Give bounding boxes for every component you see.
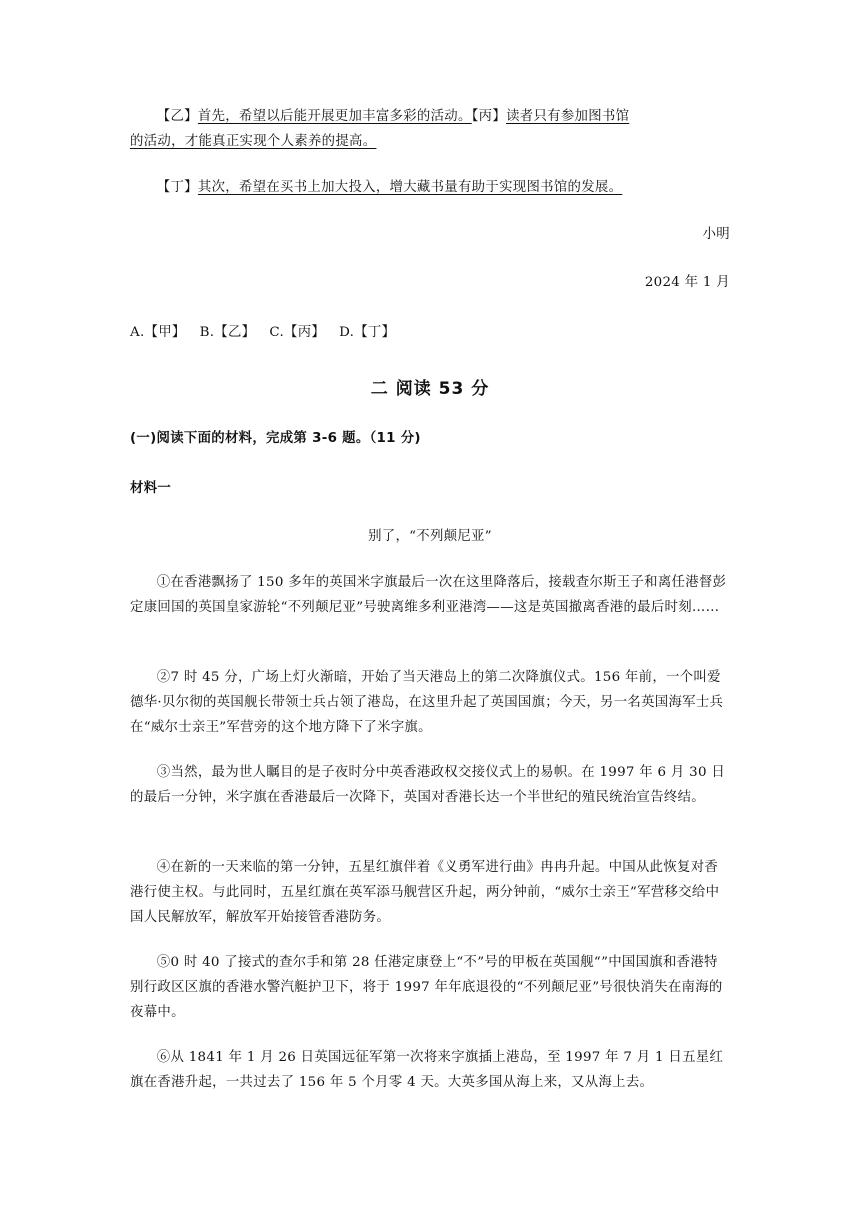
option-d[interactable]: D.【丁】 (339, 325, 396, 340)
tag-ding: 【丁】 (156, 180, 198, 195)
option-c[interactable]: C.【丙】 (269, 325, 326, 340)
signature: 小明 (702, 227, 730, 242)
article-title: 别了，“不列颠尼亚” (368, 529, 492, 544)
tag-bing: 【丙】 (471, 109, 507, 124)
sentence-bing-1: 读者只有参加图书馆 (506, 109, 630, 124)
article-paragraph-3: ③当然，最为世人瞩目的是子夜时分中英香港政权交接仪式上的易帜。在 1997 年 6 月 30 日的最后一分钟，米字旗在香港最后一次降下，英国对香港长达一个半世纪的殖民统治宣告终结。 (130, 765, 726, 805)
section-subtitle: (一)阅读下面的材料，完成第 3-6 题。（11 分) (130, 431, 421, 446)
option-a[interactable]: A.【甲】 (130, 325, 186, 340)
answer-options (130, 320, 730, 345)
option-b[interactable]: B.【乙】 (199, 325, 256, 340)
article-paragraph-6: ⑥从 1841 年 1 月 26 日英国远征军第一次将来字旗插上港岛，至 1997 年 7 月 1 日五星红旗在香港升起，一共过去了 156 年 5 个月零 4 天。大英多国从海上来，又从海上去。 (130, 1050, 724, 1090)
sentence-yi: 首先，希望以后能开展更加丰富多彩的活动。 (197, 109, 472, 124)
article-paragraph-5: ⑤0 时 40 了接式的查尔手和第 28 任港定康登上“不”号的甲板在英国舰“”中国国旗和香港特别行政区区旗的香港水警汽艇护卫下，将于 1997 年年底退役的“不列颠尼亚”号很快消失在南海的夜幕中。 (130, 955, 723, 1020)
intro-paragraph-ding (130, 175, 730, 200)
section-title: 二 阅读 53 分 (370, 379, 490, 399)
article-paragraph-4: ④在新的一天来临的第一分钟，五星红旗伴着《义勇军进行曲》冉冉升起。中国从此恢复对香港行使主权。与此同时，五星红旗在英军添马舰营区升起，两分钟前，“威尔士亲王”军营移交给中国人民解放军，解放军开始接管香港防务。 (130, 860, 720, 925)
tag-yi: 【乙】 (156, 109, 198, 124)
sentence-ding: 其次，希望在买书上加大投入，增大藏书量有助于实现图书馆的发展。 (197, 180, 623, 195)
sentence-bing-2: 的活动，才能真正实现个人素养的提高。 (130, 134, 377, 149)
intro-paragraph-yi-bing (130, 104, 730, 154)
material-label: 材料一 (130, 481, 172, 496)
article-paragraph-1: ①在香港飘扬了 150 多年的英国米字旗最后一次在这里降落后，接载查尔斯王子和离任港督彭定康回国的英国皇家游轮“不列颠尼亚”号驶离维多利亚港湾——这是英国撤离香港的最后时刻…… (130, 575, 727, 615)
letter-date: 2024 年 1 月 (644, 275, 730, 290)
article-paragraph-2: ②7 时 45 分，广场上灯火渐暗，开始了当天港岛上的第二次降旗仪式。156 年前，一个叫爱德华·贝尔彻的英国舰长带领士兵占领了港岛，在这里升起了英国国旗；今天，另一名英国海军士兵在“威尔士亲王”军营旁的这个地方降下了米字旗。 (130, 670, 724, 735)
